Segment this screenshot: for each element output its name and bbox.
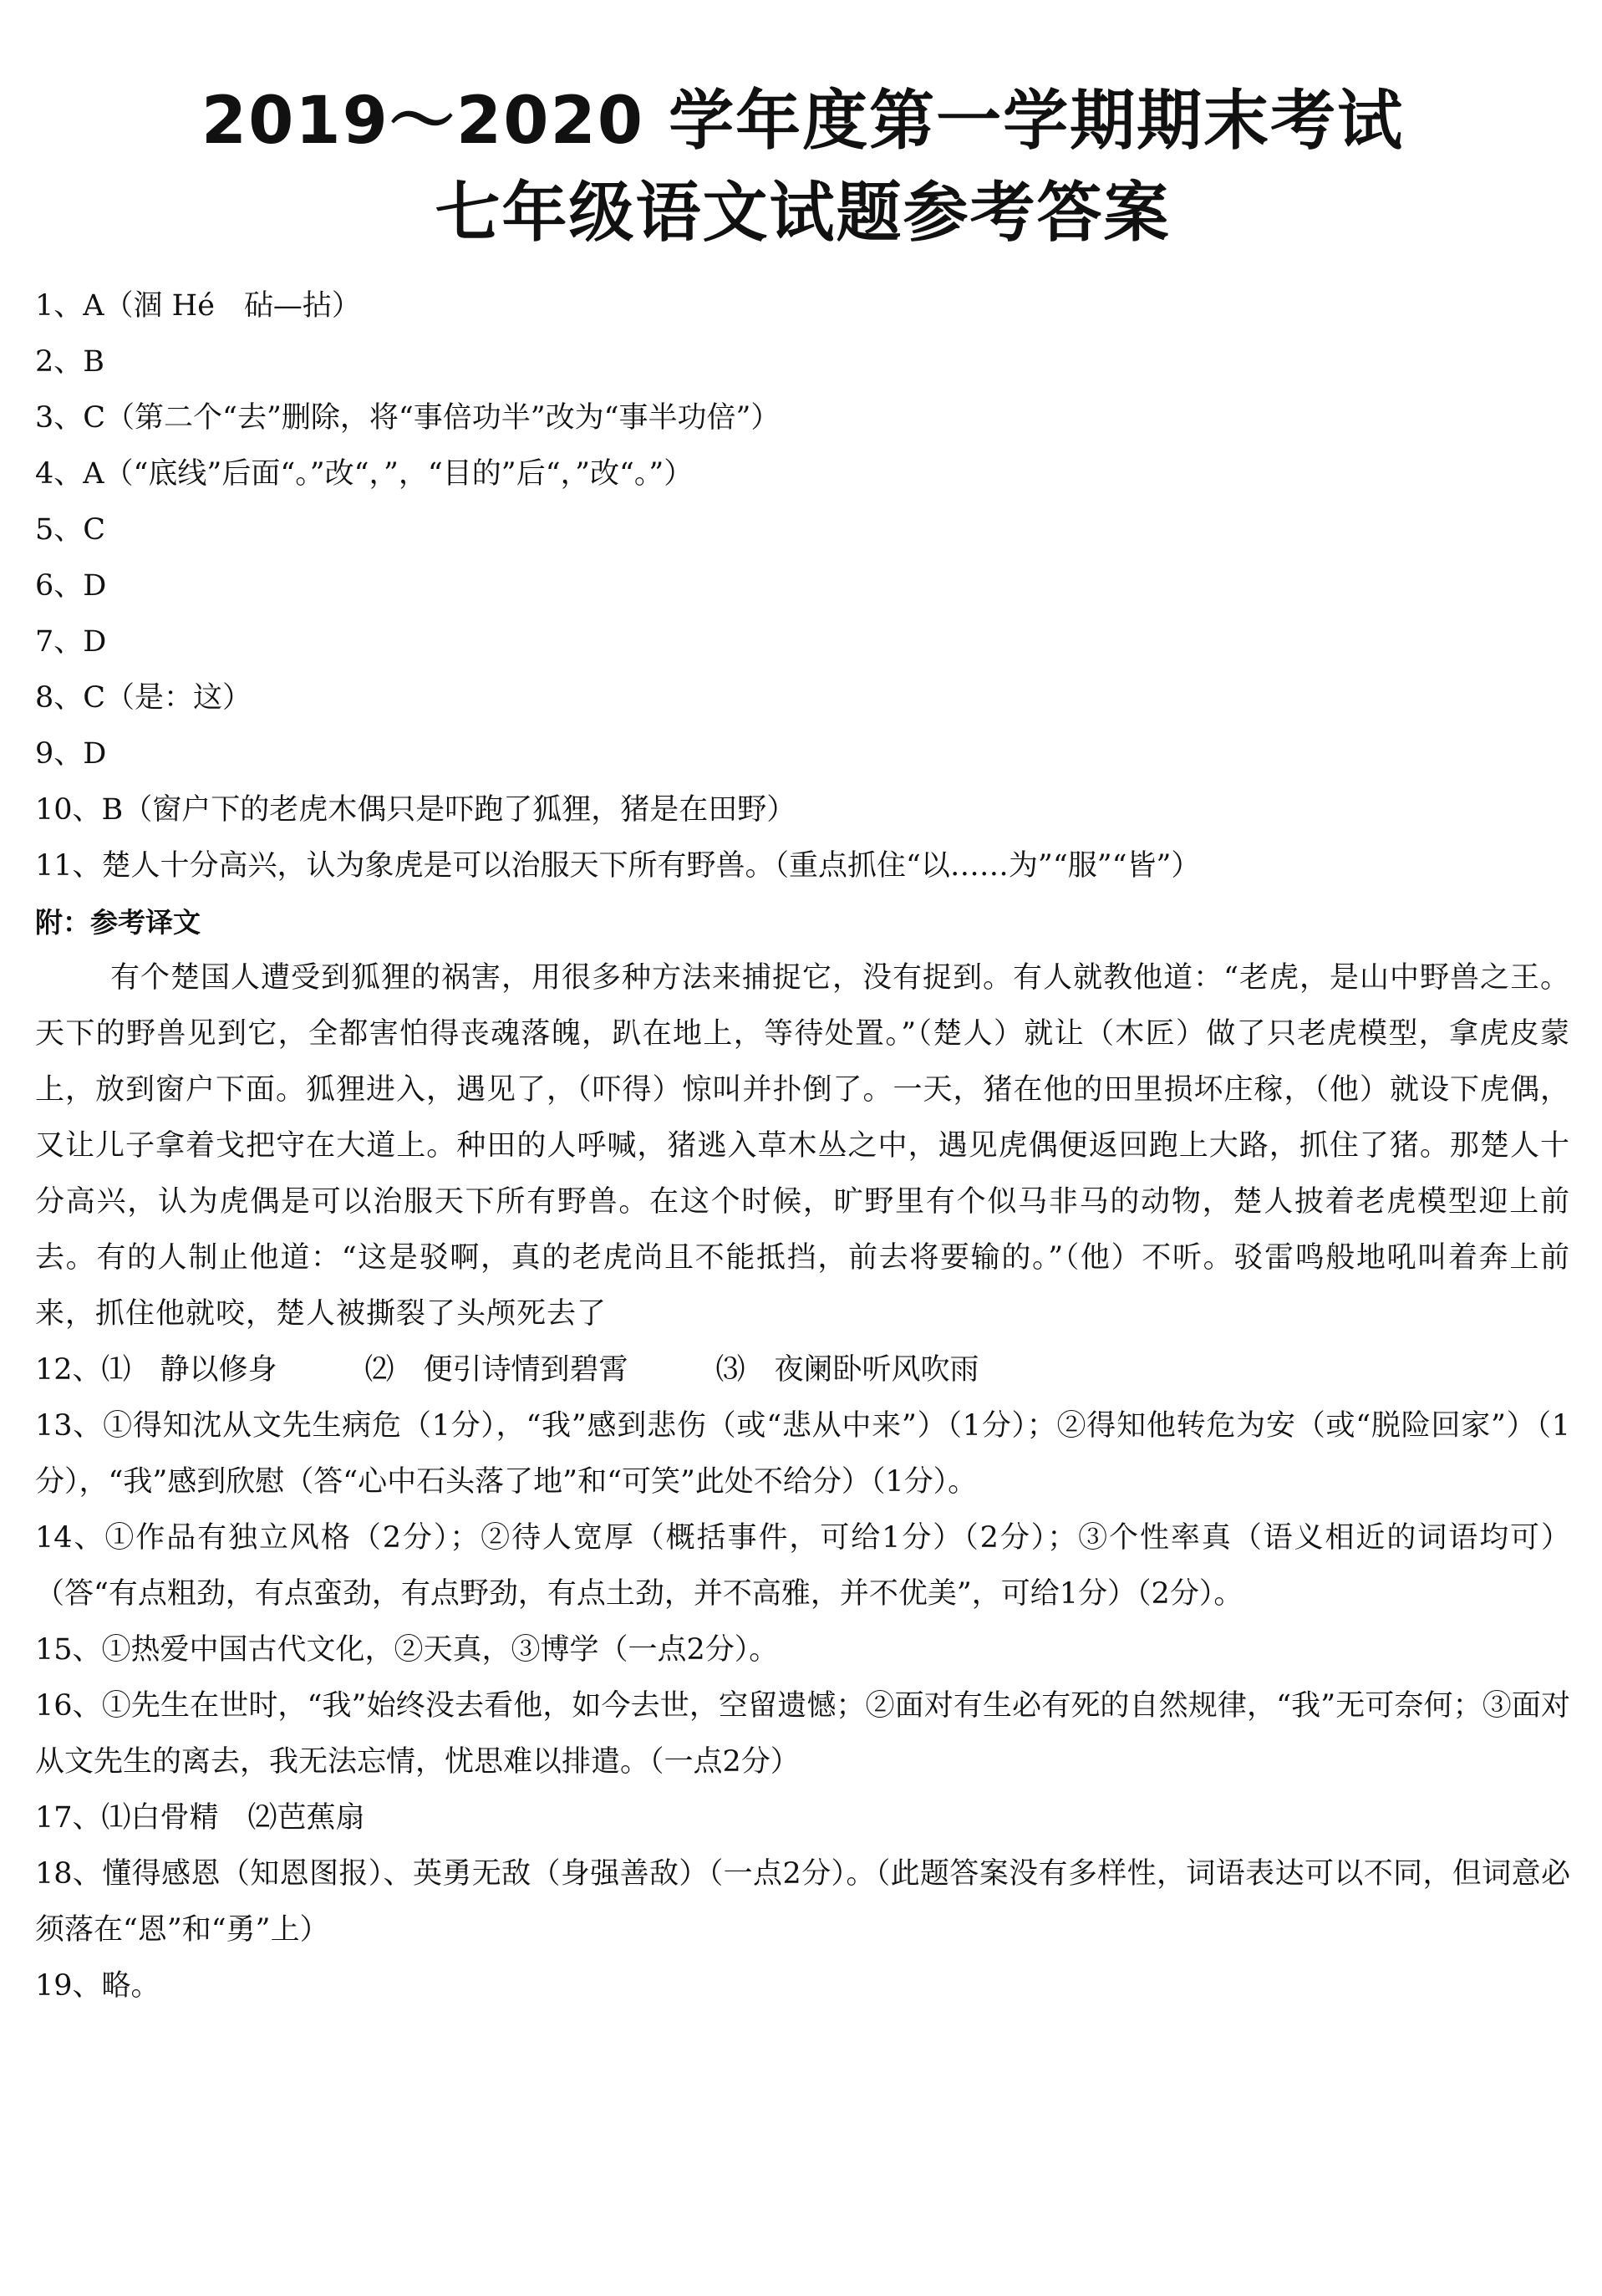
answer-19: 19、略。 (35, 1969, 160, 2003)
page-subtitle: 七年级语文试题参考答案 (435, 176, 1171, 251)
answer-7: 7、D (35, 625, 107, 659)
answer-4: 4、A（“底线”后面“。”改“，”，“目的”后“，”改“。”） (35, 457, 694, 491)
answer-15: 15、①热爱中国古代文化，②天真，③博学（一点2分）。 (35, 1633, 779, 1667)
answer-9: 9、D (35, 737, 107, 771)
answer-11: 11、楚人十分高兴，认为象虎是可以治服天下所有野兽。（重点抓住“以……为”“服”“皆”） (35, 849, 1201, 883)
answer-13: 13、①得知沈从文先生病危（1分），“我”感到悲伤（或“悲从中来”）（1分）；②得知他转危为安（或“脱险回家”）（1分），“我”感到欣慰（答“心中石头落了地”和“可笑”此处不给分）（1分）。 (35, 1409, 1570, 1499)
answer-18: 18、懂得感恩（知恩图报）、英勇无敌（身强善敌）（一点2分）。（此题答案没有多样性，词语表达可以不同，但词意必须落在“恩”和“勇”上） (35, 1857, 1570, 1947)
answer-1: 1、A（涸 Hé 砧—拈） (35, 289, 361, 323)
answer-8: 8、C（是：这） (35, 681, 252, 715)
answer-10: 10、B（窗户下的老虎木偶只是吓跑了狐狸，猪是在田野） (35, 793, 796, 827)
answer-3: 3、C（第二个“去”删除，将“事倍功半”改为“事半功倍”） (35, 401, 781, 435)
page-title: 2019～2020 学年度第一学期期末考试 (201, 84, 1405, 159)
answer-12: 12、⑴ 静以修身 ⑵ 便引诗情到碧霄 ⑶ 夜阑卧听风吹雨 (35, 1353, 979, 1387)
appendix-translation: 有个楚国人遭受到狐狸的祸害，用很多种方法来捕捉它，没有捉到。有人就教他道：“老虎，是山中野兽之王。天下的野兽见到它，全都害怕得丧魂落魄，趴在地上，等待处置。”（楚人）就让（木匠）做了只老虎模型，拿虎皮蒙上，放到窗户下面。狐狸进入，遇见了，（吓得）惊叫并扑倒了。一天，猪在他的田里损坏庄稼，（他）就设下虎偶，又让儿子拿着戈把守在大道上。种田的人呼喊，猪逃入草木丛之中，遇见虎偶便返回跑上大路，抓住了猪。那楚人十分高兴，认为虎偶是可以治服天下所有野兽。在这个时候，旷野里有个似马非马的动物，楚人披着老虎模型迎上前去。有的人制止他道：“这是驳啊，真的老虎尚且不能抵挡，前去将要输的。”（他）不听。驳雷鸣般地吼叫着奔上前来，抓住他就咬，楚人被撕裂了头颅死去了 (35, 961, 1571, 1331)
answer-5: 5、C (35, 513, 106, 547)
answer-2: 2、B (35, 345, 104, 379)
answer-list (35, 278, 1570, 2014)
answer-6: 6、D (35, 569, 107, 603)
appendix-label: 附：参考译文 (35, 906, 201, 939)
answer-17: 17、⑴白骨精 ⑵芭蕉扇 (35, 1801, 365, 1835)
answer-16: 16、①先生在世时，“我”始终没去看他，如今去世，空留遗憾；②面对有生必有死的自然规律，“我”无可奈何；③面对从文先生的离去，我无法忘情，忧思难以排遣。（一点2分） (35, 1689, 1570, 1779)
answer-14: 14、①作品有独立风格（2分）；②待人宽厚（概括事件，可给1分）（2分）；③个性率真（语义相近的词语均可）（答“有点粗劲，有点蛮劲，有点野劲，有点土劲，并不高雅，并不优美”，可给1分）（2分）。 (35, 1521, 1570, 1611)
